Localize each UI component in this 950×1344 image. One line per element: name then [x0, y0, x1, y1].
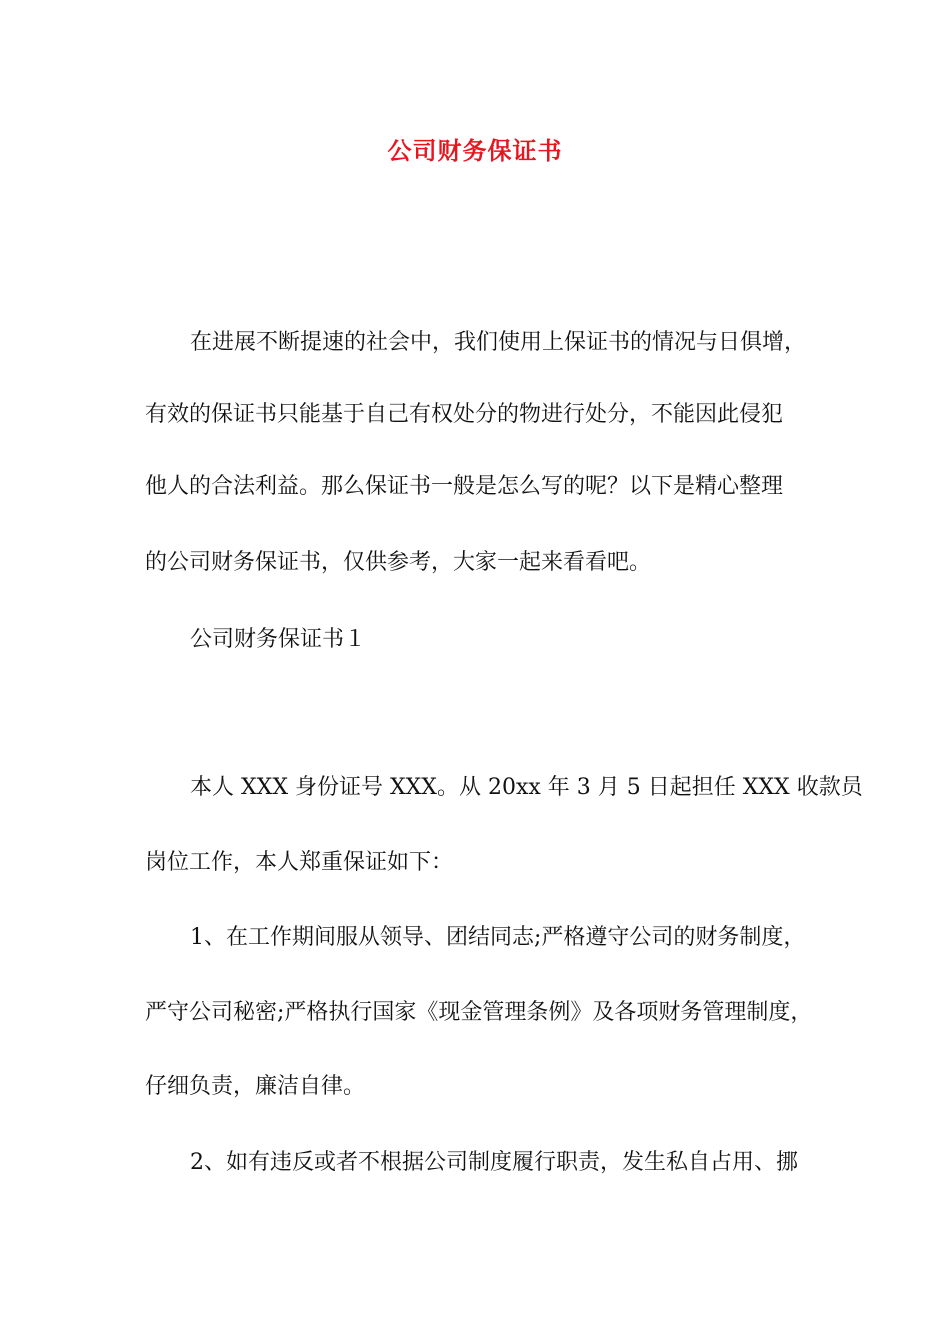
paragraph-line: 仔细负责，廉洁自律。 [145, 1074, 366, 1099]
paragraph-line: 在进展不断提速的社会中，我们使用上保证书的情况与日俱增， [190, 330, 807, 355]
paragraph-line: 2、如有违反或者不根据公司制度履行职责，发生私自占用、挪 [190, 1150, 798, 1175]
paragraph-line: 有效的保证书只能基于自己有权处分的物进行处分，不能因此侵犯 [145, 402, 784, 427]
paragraph-line: 1、在工作期间服从领导、团结同志;严格遵守公司的财务制度， [190, 925, 806, 950]
document-title: 公司财务保证书 [387, 136, 563, 165]
section-heading: 公司财务保证书１ [190, 627, 367, 652]
paragraph-line: 的公司财务保证书，仅供参考，大家一起来看看吧。 [145, 550, 652, 575]
paragraph-line: 岗位工作，本人郑重保证如下： [145, 850, 454, 875]
paragraph-line: 他人的合法利益。那么保证书一般是怎么写的呢？以下是精心整理 [145, 474, 784, 499]
paragraph-line: 严守公司秘密;严格执行国家《现金管理条例》及各项财务管理制度， [145, 1000, 813, 1025]
paragraph-line: 本人 XXX 身份证号 XXX。从 20xx 年 3 月 5 日起担任 XXX 收款员 [190, 775, 863, 800]
